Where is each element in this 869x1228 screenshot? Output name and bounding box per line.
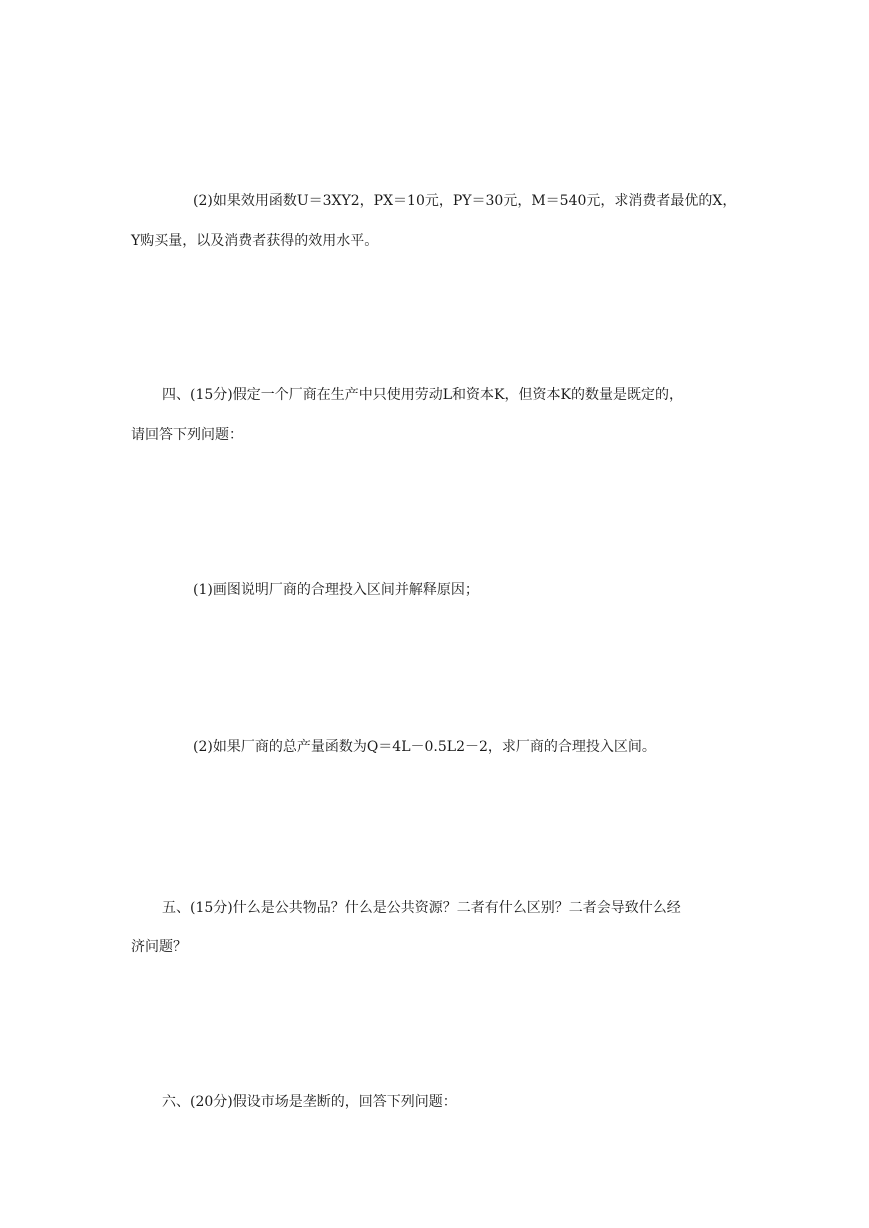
question-3-part-2-line-2: Y购买量，以及消费者获得的效用水平。 [131,233,379,249]
question-4-line-2: 请回答下列问题： [131,427,243,443]
question-5-line-1: 五、(15分)什么是公共物品？什么是公共资源？二者有什么区别？二者会导致什么经 [162,900,681,916]
question-4-part-1: (1)画图说明厂商的合理投入区间并解释原因； [193,582,479,598]
question-5-line-2: 济问题？ [131,939,187,955]
question-4-part-2: (2)如果厂商的总产量函数为Q＝4L－0.5L2－2，求厂商的合理投入区间。 [193,739,656,755]
question-3-part-2-line-1: (2)如果效用函数U＝3XY2，PX＝10元，PY＝30元，M＝540元，求消费者最优的X， [193,193,737,209]
question-4-line-1: 四、(15分)假定一个厂商在生产中只使用劳动L和资本K，但资本K的数量是既定的， [162,387,683,403]
question-6-line-1: 六、(20分)假设市场是垄断的，回答下列问题： [162,1094,457,1110]
